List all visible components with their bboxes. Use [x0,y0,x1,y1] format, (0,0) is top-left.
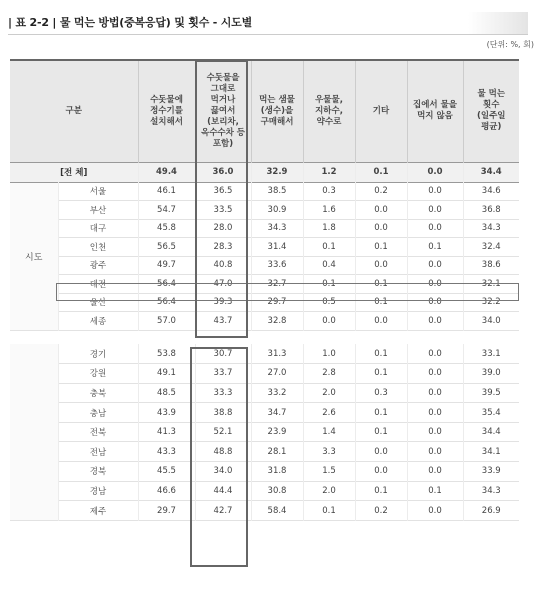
cell-value: 0.1 [407,238,463,257]
region-label: 전남 [58,442,138,462]
total-value: 36.0 [195,162,251,182]
total-value: 34.4 [463,162,519,182]
cell-value: 0.0 [303,312,355,331]
table-row [10,383,519,403]
section-divider [10,330,519,344]
header-col4 [303,60,355,162]
header-col3 [251,60,303,162]
cell-value: 30.8 [251,481,303,501]
cell-value: 0.1 [355,481,407,501]
cell-value: 46.6 [138,481,195,501]
cell-value: 28.3 [195,238,251,257]
highlight-column-box-top [195,60,248,338]
header-col6 [407,60,463,162]
header-line: 먹지 않음 [417,111,453,122]
cell-value: 34.0 [195,462,251,482]
cell-value: 58.4 [251,501,303,521]
cell-value: 0.0 [407,256,463,275]
highlight-row-box [56,283,519,301]
header-line: 그대로 [210,83,236,94]
cell-value: 0.0 [355,462,407,482]
cell-value: 33.3 [195,383,251,403]
header-line: 약수로 [316,116,342,127]
cell-value: 0.1 [355,238,407,257]
region-label: 대구 [58,219,138,238]
table-row [10,364,519,384]
cell-value: 33.9 [463,462,519,482]
header-line: 구매해서 [260,116,294,127]
cell-value: 0.1 [407,481,463,501]
cell-value: 1.5 [303,462,355,482]
cell-value: 0.0 [407,364,463,384]
header-line: 물 먹는 [477,89,506,100]
cell-value: 0.2 [355,501,407,521]
cell-value: 43.7 [195,312,251,331]
cell-value: 32.7 [251,275,303,294]
cell-value: 28.1 [251,442,303,462]
cell-value: 0.0 [355,312,407,331]
table-row [10,481,519,501]
region-label: 광주 [58,256,138,275]
cell-value: 0.1 [355,422,407,442]
cell-value: 39.3 [195,293,251,312]
header-line: (보리차, [207,116,239,127]
cell-value: 32.8 [251,312,303,331]
header-line: 포함) [212,138,234,149]
cell-value: 0.1 [355,344,407,364]
region-label: 제주 [58,501,138,521]
cell-value: 36.5 [195,182,251,201]
cell-value: 0.0 [407,182,463,201]
header-line: 먹거나 [210,94,236,105]
cell-value: 52.1 [195,422,251,442]
cell-value: 1.6 [303,201,355,220]
table-title: | 표 2-2 | 물 먹는 방법(중복응답) 및 횟수 - 시도별 [8,16,253,29]
cell-value: 53.8 [138,344,195,364]
header-col7 [463,60,519,162]
cell-value: 38.5 [251,182,303,201]
cell-value: 43.9 [138,403,195,423]
total-label: [전 체] [60,168,88,178]
header-category: 구분 [10,60,138,162]
table-row [10,219,519,238]
cell-value: 40.8 [195,256,251,275]
cell-value: 0.0 [407,501,463,521]
table-row [10,344,519,364]
table-row [10,422,519,442]
region-label: 대전 [58,275,138,294]
cell-value: 2.6 [303,403,355,423]
cell-value: 32.1 [463,275,519,294]
region-label: 인천 [58,238,138,257]
cell-value: 28.0 [195,219,251,238]
cell-value: 34.3 [463,219,519,238]
total-value: 32.9 [251,162,303,182]
group-label-continued [10,344,58,520]
cell-value: 0.0 [407,462,463,482]
cell-value: 36.8 [463,201,519,220]
cell-value: 31.4 [251,238,303,257]
total-value: 0.1 [355,162,407,182]
cell-value: 45.8 [138,219,195,238]
table-row [10,238,519,257]
header-line: 집에서 물을 [412,100,457,111]
cell-value: 57.0 [138,312,195,331]
cell-value: 45.5 [138,462,195,482]
table-row [10,256,519,275]
cell-value: 46.1 [138,182,195,201]
cell-value: 0.1 [303,238,355,257]
divider-line [10,330,519,344]
header-line: 정수기를 [150,105,183,116]
cell-value: 0.0 [407,422,463,442]
cell-value: 0.0 [407,344,463,364]
cell-value: 3.3 [303,442,355,462]
cell-value: 56.5 [138,238,195,257]
table-row [10,462,519,482]
cell-value: 39.0 [463,364,519,384]
cell-value: 0.0 [407,201,463,220]
region-label: 경기 [58,344,138,364]
table-row [10,312,519,331]
cell-value: 0.0 [407,312,463,331]
total-row [10,162,519,182]
cell-value: 34.4 [463,422,519,442]
cell-value: 34.7 [251,403,303,423]
cell-value: 34.3 [251,219,303,238]
highlight-column-box-bottom [190,347,248,567]
cell-value: 0.0 [407,293,463,312]
cell-value: 38.6 [463,256,519,275]
unit-label: (단위: %, 회) [486,40,534,49]
cell-value: 0.0 [407,442,463,462]
cell-value: 33.7 [195,364,251,384]
cell-value: 35.4 [463,403,519,423]
cell-value: 0.1 [355,275,407,294]
cell-value: 26.9 [463,501,519,521]
cell-value: 0.1 [355,293,407,312]
header-col5 [355,60,407,162]
cell-value: 30.7 [195,344,251,364]
cell-value: 34.1 [463,442,519,462]
cell-value: 1.8 [303,219,355,238]
cell-value: 23.9 [251,422,303,442]
cell-value: 29.7 [138,501,195,521]
header-row [10,60,519,162]
cell-value: 0.0 [407,403,463,423]
cell-value: 32.2 [463,293,519,312]
cell-value: 48.5 [138,383,195,403]
cell-value: 43.3 [138,442,195,462]
header-line: 평균) [481,122,502,133]
cell-value: 41.3 [138,422,195,442]
cell-value: 34.0 [463,312,519,331]
header-line: 횟수 [483,100,500,111]
total-value: 0.0 [407,162,463,182]
table-row [10,442,519,462]
table-row [10,182,519,201]
total-value: 49.4 [138,162,195,182]
cell-value: 49.7 [138,256,195,275]
region-label: 서울 [58,182,138,201]
header-line: 옥수수차 등 [200,127,245,138]
region-label: 충남 [58,403,138,423]
region-label: 울산 [58,293,138,312]
region-label: 강원 [58,364,138,384]
cell-value: 31.3 [251,344,303,364]
cell-value: 0.0 [407,219,463,238]
cell-value: 1.4 [303,422,355,442]
table-row [10,501,519,521]
region-label: 충북 [58,383,138,403]
header-line: 끓여서 [210,105,236,116]
total-value: 1.2 [303,162,355,182]
header-line: (일주일 [476,111,506,122]
cell-value: 0.5 [303,293,355,312]
cell-value: 0.0 [355,201,407,220]
cell-value: 1.0 [303,344,355,364]
cell-value: 0.1 [355,364,407,384]
cell-value: 27.0 [251,364,303,384]
region-label: 부산 [58,201,138,220]
region-label: 세종 [58,312,138,331]
cell-value: 34.3 [463,481,519,501]
cell-value: 2.8 [303,364,355,384]
cell-value: 0.0 [355,256,407,275]
cell-value: 0.3 [303,182,355,201]
cell-value: 39.5 [463,383,519,403]
header-col1 [138,60,195,162]
cell-value: 33.5 [195,201,251,220]
cell-value: 33.1 [463,344,519,364]
group-label: 시도 [10,182,58,330]
cell-value: 56.4 [138,293,195,312]
cell-value: 0.0 [355,442,407,462]
table-row [10,403,519,423]
cell-value: 47.0 [195,275,251,294]
cell-value: 0.1 [303,501,355,521]
cell-value: 2.0 [303,383,355,403]
cell-value: 29.7 [251,293,303,312]
region-label: 경북 [58,462,138,482]
cell-value: 0.1 [355,403,407,423]
cell-value: 44.4 [195,481,251,501]
header-line: 설치해서 [150,116,183,127]
cell-value: 34.6 [463,182,519,201]
header-line: 우물물, [315,94,343,105]
cell-value: 42.7 [195,501,251,521]
cell-value: 0.3 [355,383,407,403]
cell-value: 2.0 [303,481,355,501]
cell-value: 0.0 [407,383,463,403]
cell-value: 0.2 [355,182,407,201]
header-line: (생수)을 [260,105,294,116]
cell-value: 0.0 [355,219,407,238]
table-row [10,201,519,220]
cell-value: 30.9 [251,201,303,220]
cell-value: 0.4 [303,256,355,275]
cell-value: 54.7 [138,201,195,220]
header-line: 수돗물에 [150,94,183,105]
cell-value: 0.1 [303,275,355,294]
region-label: 전북 [58,422,138,442]
cell-value: 38.8 [195,403,251,423]
cell-value: 33.2 [251,383,303,403]
cell-value: 32.4 [463,238,519,257]
header-line: 지하수, [315,105,343,116]
cell-value: 49.1 [138,364,195,384]
header-line: 기타 [372,105,390,116]
region-label: 경남 [58,481,138,501]
cell-value: 31.8 [251,462,303,482]
header-line: 먹는 샘물 [259,94,295,105]
cell-value: 56.4 [138,275,195,294]
cell-value: 48.8 [195,442,251,462]
header-line: 수돗물을 [206,72,240,83]
cell-value: 33.6 [251,256,303,275]
cell-value: 0.0 [407,275,463,294]
title-bar [8,12,528,35]
